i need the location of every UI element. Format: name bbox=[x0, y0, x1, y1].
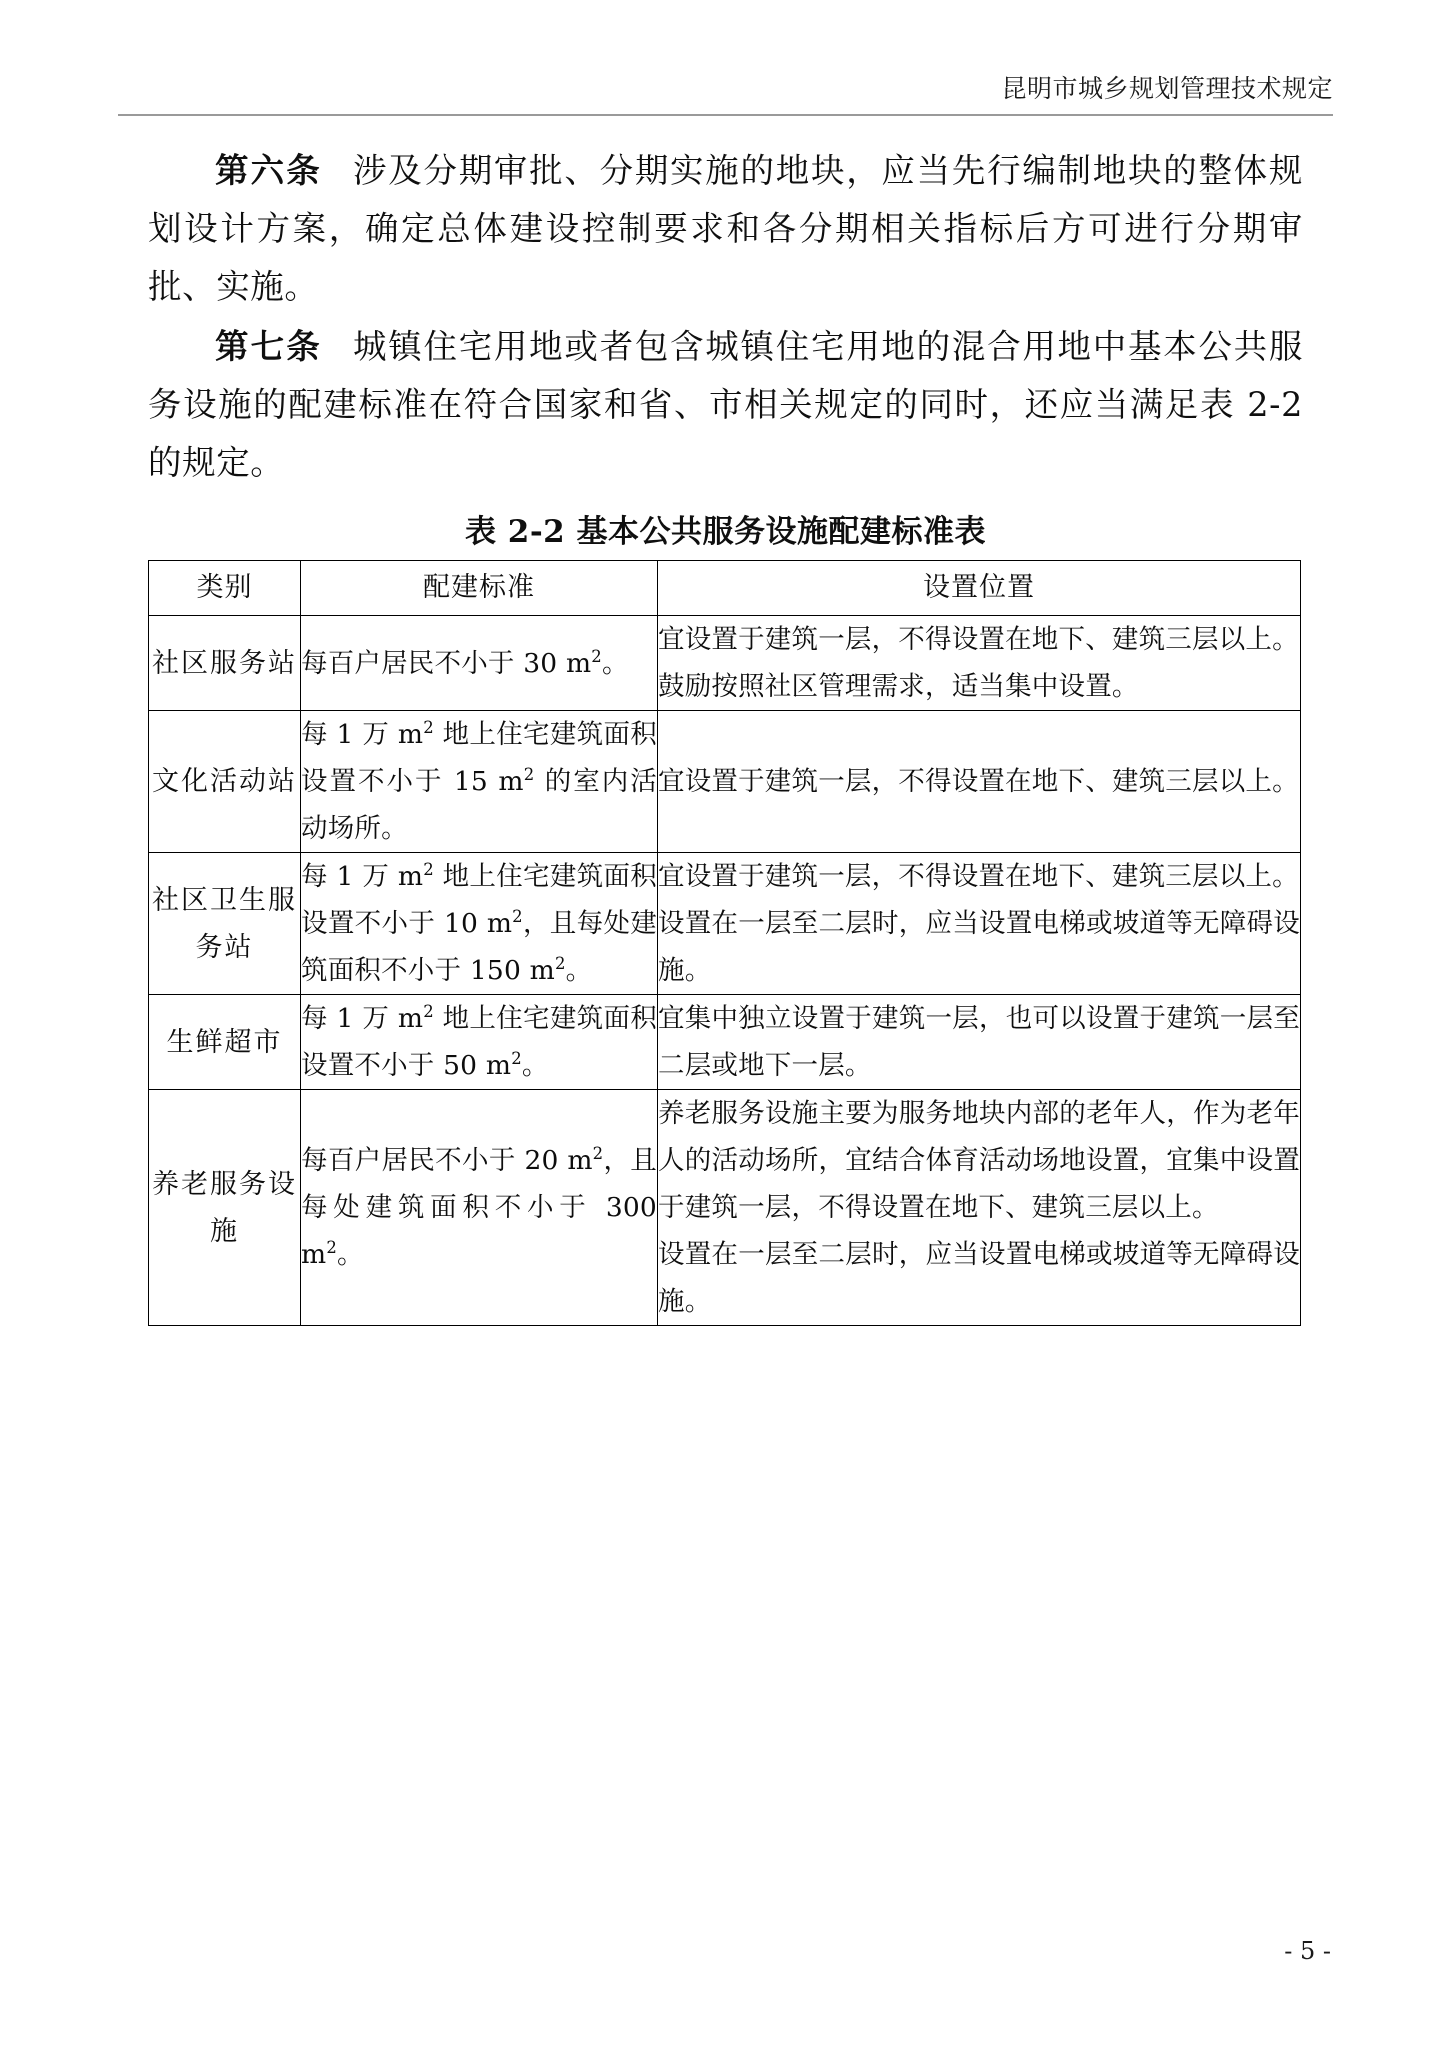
position-line: 宜设置于建筑一层，不得设置在地下、建筑三层以上。 bbox=[658, 861, 1299, 892]
cell-position bbox=[658, 853, 1301, 995]
cell-standard bbox=[301, 995, 658, 1090]
header-title: 昆明市城乡规划管理技术规定 bbox=[1001, 74, 1333, 103]
table-body bbox=[149, 616, 1301, 1326]
standard-text: 每 1 万 $m^2$ 地上住宅建筑面积设置不小于 50 $m^2$。 bbox=[301, 1002, 657, 1081]
cell-category: 社区卫生服务站 bbox=[149, 853, 301, 995]
cell-position bbox=[658, 1090, 1301, 1326]
table-row bbox=[149, 853, 1301, 995]
table-caption: 表 2-2 基本公共服务设施配建标准表 bbox=[464, 514, 987, 550]
cell-position bbox=[658, 995, 1301, 1090]
table-row bbox=[149, 711, 1301, 853]
column-header-standard: 配建标准 bbox=[301, 561, 658, 616]
position-line: 宜设置于建筑一层，不得设置在地下、建筑三层以上。 bbox=[658, 766, 1299, 797]
standard-text: 每百户居民不小于 30 $m^2$。 bbox=[301, 646, 629, 679]
table-row bbox=[149, 995, 1301, 1090]
cell-category: 社区服务站 bbox=[149, 616, 301, 711]
article-body-7: 城镇住宅用地或者包含城镇住宅用地的混合用地中基本公共服务设施的配建标准在符合国家和省、市相关规定的同时，还应当满足表 2-2 的规定。 bbox=[148, 327, 1304, 482]
standard-text: 每百户居民不小于 20 $m^2$，且每处建筑面积不小于 300 $m^2$。 bbox=[301, 1144, 658, 1270]
article-label-7: 第七条 bbox=[215, 327, 322, 366]
position-line: 设置在一层至二层时，应当设置电梯或坡道等无障碍设施。 bbox=[658, 908, 1300, 986]
article-label-6: 第六条 bbox=[215, 151, 322, 190]
cell-category: 生鲜超市 bbox=[149, 995, 301, 1090]
public-service-standards-table bbox=[148, 560, 1301, 1326]
cell-category: 文化活动站 bbox=[149, 711, 301, 853]
column-header-category: 类别 bbox=[149, 561, 301, 616]
article-paragraph-6 bbox=[148, 142, 1303, 316]
cell-standard bbox=[301, 616, 658, 711]
position-line: 养老服务设施主要为服务地块内部的老年人，作为老年人的活动场所，宜结合体育活动场地设置，宜集中设置于建筑一层，不得设置在地下、建筑三层以上。 bbox=[658, 1098, 1300, 1223]
position-line: 设置在一层至二层时，应当设置电梯或坡道等无障碍设施。 bbox=[658, 1239, 1300, 1317]
page-header bbox=[118, 72, 1333, 120]
table-header-row bbox=[149, 561, 1301, 616]
position-line: 鼓励按照社区管理需求，适当集中设置。 bbox=[658, 671, 1139, 702]
page-content bbox=[148, 142, 1303, 1326]
cell-category: 养老服务设施 bbox=[149, 1090, 301, 1326]
article-paragraph-7 bbox=[148, 318, 1303, 492]
table-row bbox=[149, 616, 1301, 711]
position-line: 宜设置于建筑一层，不得设置在地下、建筑三层以上。 bbox=[658, 624, 1299, 655]
article-body-6: 涉及分期审批、分期实施的地块，应当先行编制地块的整体规划设计方案，确定总体建设控制要求和各分期相关指标后方可进行分期审批、实施。 bbox=[148, 151, 1304, 306]
cell-standard bbox=[301, 853, 658, 995]
cell-standard bbox=[301, 1090, 658, 1326]
header-rule bbox=[118, 114, 1333, 116]
page-number: - 5 - bbox=[1284, 1937, 1331, 1965]
page-footer bbox=[118, 1935, 1331, 1967]
cell-position bbox=[658, 711, 1301, 853]
cell-standard bbox=[301, 711, 658, 853]
cell-position bbox=[658, 616, 1301, 711]
standard-text: 每 1 万 $m^2$ 地上住宅建筑面积设置不小于 10 $m^2$，且每处建筑面积不小于 150 $m^2$。 bbox=[301, 860, 657, 986]
standard-text: 每 1 万 $m^2$ 地上住宅建筑面积设置不小于 15 $m^2$ 的室内活动场所。 bbox=[301, 718, 657, 844]
table-row bbox=[149, 1090, 1301, 1326]
column-header-position: 设置位置 bbox=[658, 561, 1301, 616]
position-line: 宜集中独立设置于建筑一层，也可以设置于建筑一层至二层或地下一层。 bbox=[658, 1003, 1300, 1081]
